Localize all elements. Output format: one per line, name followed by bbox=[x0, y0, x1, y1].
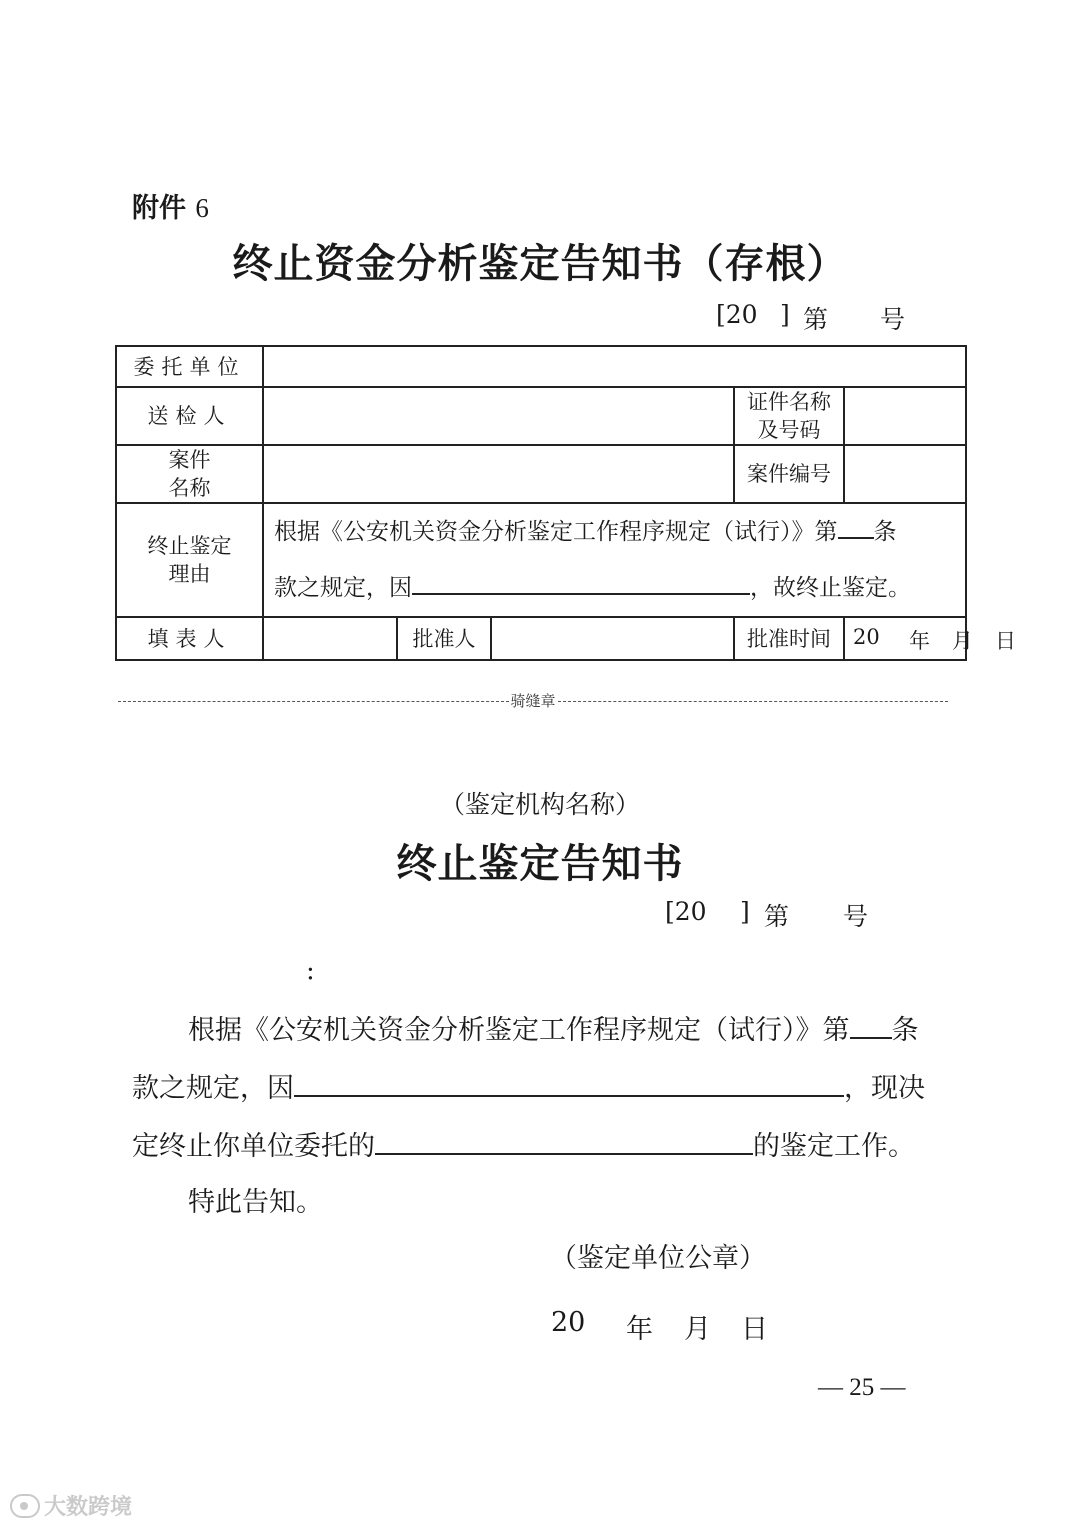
approver-label: 批准人 bbox=[397, 617, 491, 660]
approval-time-field[interactable]: 20 年 月 日 bbox=[844, 617, 966, 660]
watermark: 大数跨境 bbox=[10, 1490, 132, 1521]
certificate-label: 证件名称 及号码 bbox=[734, 387, 844, 445]
approval-time-label: 批准时间 bbox=[734, 617, 844, 660]
perforation-line bbox=[118, 690, 948, 711]
reason-blank[interactable] bbox=[412, 571, 750, 595]
notice-line-2: 款之规定，因 ，现决 bbox=[132, 1066, 925, 1105]
case-name-field[interactable] bbox=[263, 445, 734, 503]
filler-label: 填表人 bbox=[116, 617, 263, 660]
case-name-label: 案件 名称 bbox=[116, 445, 263, 503]
watermark-logo-icon bbox=[10, 1494, 40, 1518]
notice-date: 20 年 月 日 bbox=[551, 1307, 768, 1345]
seam-seal-label: 骑缝章 bbox=[510, 692, 556, 710]
submitter-field[interactable] bbox=[263, 387, 734, 445]
notice-matter-blank[interactable] bbox=[375, 1127, 753, 1155]
addressee-colon: : bbox=[306, 956, 315, 986]
notice-line-3: 定终止你单位委托的 的鉴定工作。 bbox=[132, 1124, 915, 1163]
notice-reason-blank[interactable] bbox=[294, 1069, 844, 1097]
notice-closing: 特此告知。 bbox=[188, 1187, 323, 1218]
termination-reason-text: 根据《公安机关资金分析鉴定工作程序规定（试行）》第 条 款之规定，因 ，故终止鉴定。 bbox=[263, 503, 966, 617]
entrusting-unit-field[interactable] bbox=[263, 346, 966, 387]
org-name: （鉴定机构名称） bbox=[439, 790, 640, 819]
case-number-field[interactable] bbox=[844, 445, 966, 503]
entrusting-unit-label: 委托单位 bbox=[116, 346, 263, 387]
certificate-field[interactable] bbox=[844, 387, 966, 445]
stub-table bbox=[115, 345, 1016, 661]
notice-title: 终止鉴定告知书 bbox=[396, 841, 684, 887]
termination-reason-label: 终止鉴定 理由 bbox=[116, 503, 263, 617]
filler-field[interactable] bbox=[263, 617, 397, 660]
attachment-label: 附件 6 bbox=[132, 193, 209, 224]
submitter-label: 送检人 bbox=[116, 387, 263, 445]
page-number: — 25 — bbox=[818, 1374, 906, 1401]
case-number-label: 案件编号 bbox=[734, 445, 844, 503]
stub-doc-number: [20 ] 第 号 bbox=[716, 300, 906, 334]
article-blank[interactable] bbox=[838, 515, 874, 539]
notice-doc-number: [20 ] 第 号 bbox=[665, 897, 869, 931]
notice-article-blank[interactable] bbox=[850, 1011, 892, 1039]
stub-title: 终止资金分析鉴定告知书（存根） bbox=[232, 241, 848, 287]
notice-line-1: 根据《公安机关资金分析鉴定工作程序规定（试行）》第 条 bbox=[188, 1008, 919, 1047]
seal-note: （鉴定单位公章） bbox=[550, 1243, 766, 1274]
approver-field[interactable] bbox=[491, 617, 734, 660]
